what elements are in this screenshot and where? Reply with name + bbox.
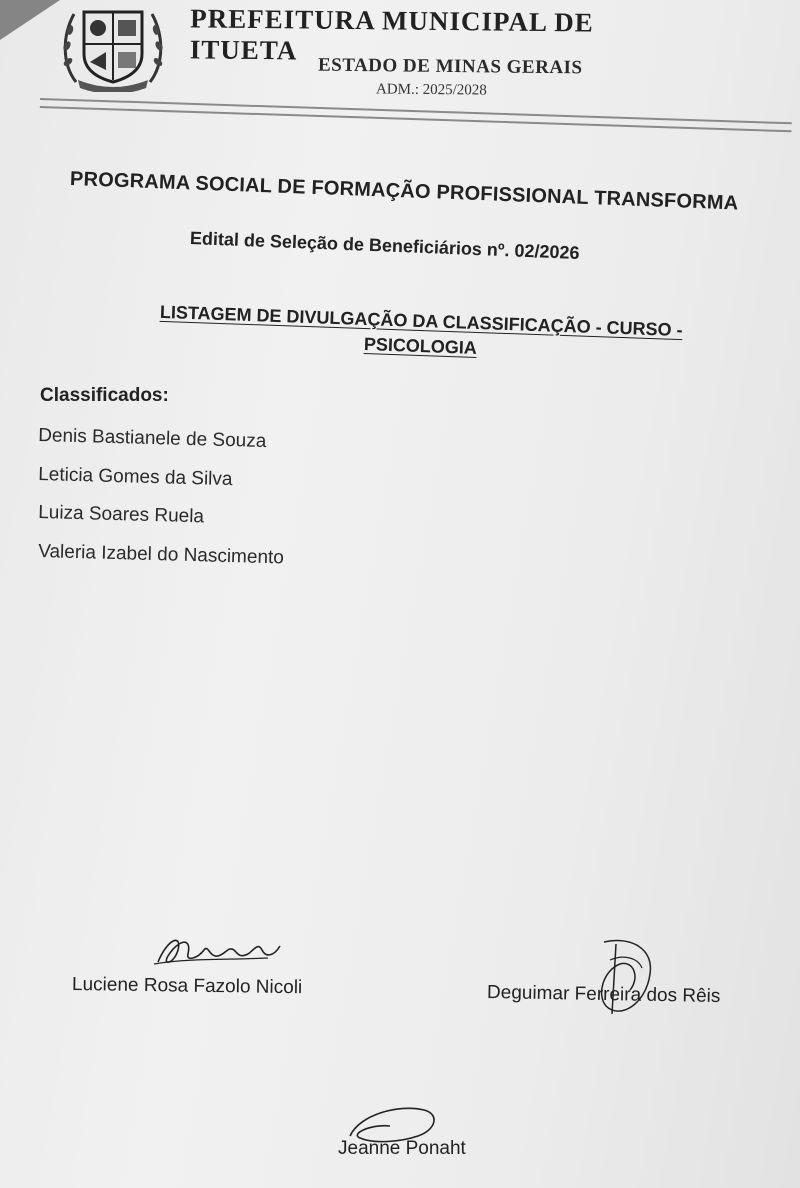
classified-list: [38, 425, 284, 579]
classified-name: Valeria Izabel do Nascimento: [37, 540, 285, 568]
administration-period: ADM.: 2025/2028: [375, 81, 487, 99]
classified-heading: Classificados:: [40, 385, 169, 406]
signatory-name: Deguimar Ferreira dos Rêis: [486, 982, 721, 1008]
header-divider: [40, 98, 792, 132]
municipality-title: PREFEITURA MUNICIPAL DE ITUETA: [189, 3, 594, 66]
listing-heading: [105, 298, 736, 370]
page-corner-shadow: [0, 0, 60, 40]
classified-name: Leticia Gomes da Silva: [37, 463, 233, 490]
edital-title: Edital de Seleção de Beneficiários nº. 02/2026: [189, 228, 580, 263]
signature-1: [148, 928, 293, 974]
classified-name: Denis Bastianele de Souza: [37, 425, 267, 452]
municipal-crest-logo: [58, 2, 168, 92]
classified-name: Luiza Soares Ruela: [37, 502, 205, 528]
listing-heading-line-1: LISTAGEM DE DIVULGAÇÃO DA CLASSIFICAÇÃO - CURSO -: [159, 301, 683, 341]
signatory-name: Jeanne Ponaht: [338, 1138, 466, 1159]
state-name: ESTADO DE MINAS GERAIS: [317, 54, 583, 79]
signature-2: [590, 934, 660, 1024]
program-title: PROGRAMA SOCIAL DE FORMAÇÃO PROFISSIONAL TRANSFORMA: [69, 168, 739, 215]
signatory-name: Luciene Rosa Fazolo Nicoli: [71, 974, 303, 999]
listing-heading-line-2: PSICOLOGIA: [363, 334, 478, 358]
